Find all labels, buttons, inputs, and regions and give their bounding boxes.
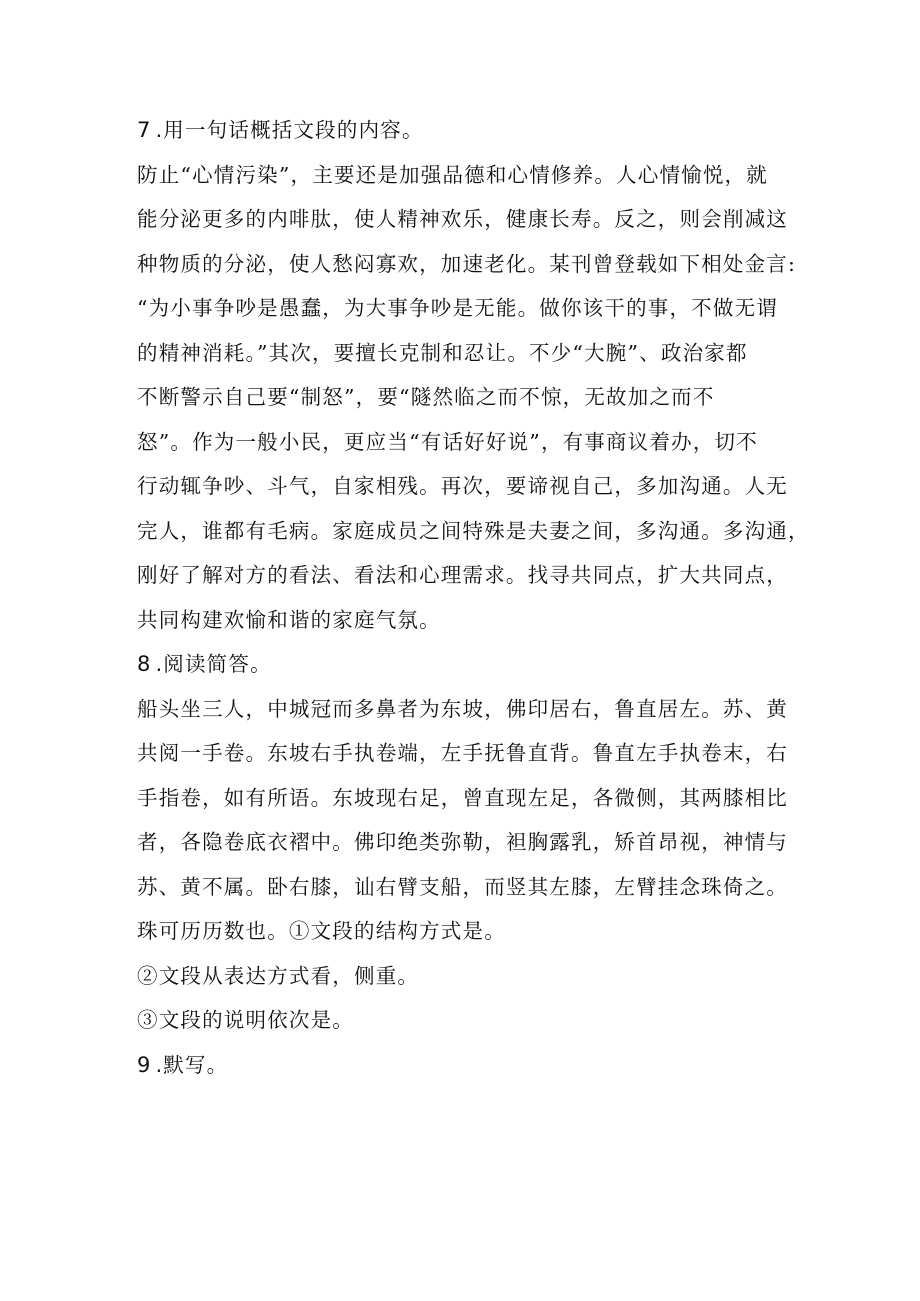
question-7-title: .用一句话概括文段的内容。 (155, 118, 424, 142)
question-7-number: 7 (137, 118, 152, 142)
passage-line: 怒”。作为一般小民，更应当“有话好好说”，有事商议着办，切不 (137, 429, 758, 454)
passage-line: 船头坐三人，中城冠而多鼻者为东坡，佛印居右，鲁直居左。苏、黄 (137, 696, 788, 721)
passage-line: 刚好了解对方的看法、看法和心理需求。找寻共同点，扩大共同点， (137, 563, 788, 587)
passage-line: 共同构建欢愉和谐的家庭气氛。 (137, 607, 441, 632)
sub-question-line: ②文段从表达方式看，侧重。 (137, 963, 420, 988)
passage-line: 种物质的分泌，使人愁闷寡欢，加速老化。某刊曾登载如下相处金言: (137, 251, 797, 276)
question-8-number: 8 (137, 652, 152, 676)
passage-line: 完人，谁都有毛病。家庭成员之间特殊是夫妻之间，多沟通。多沟通， (137, 518, 810, 543)
passage-line: 防止“心情污染”，主要还是加强品德和心情修养。人心情愉悦，就 (137, 162, 768, 187)
question-8-passage (137, 687, 787, 954)
sub-question-line: ③文段的说明依次是。 (137, 1008, 354, 1032)
question-7-heading (137, 108, 787, 153)
question-8-title: .阅读简答。 (155, 652, 272, 676)
passage-line: 能分泌更多的内啡肽，使人精神欢乐，健康长寿。反之，则会削减这 (137, 207, 788, 231)
document-content (137, 108, 810, 1087)
question-8-sub-questions (137, 954, 787, 1043)
question-9-number: 9 (137, 1052, 152, 1077)
question-7-passage (137, 153, 810, 643)
passage-line: 手指卷，如有所语。东坡现右足，曾直现左足，各微侧，其两膝相比 (137, 785, 788, 810)
passage-line: 不断警示自己要“制怒”，要“隧然临之而不惊，无故加之而不 (137, 385, 715, 409)
question-9-heading (137, 1043, 787, 1088)
passage-line: 珠可历历数也。①文段的结构方式是。 (137, 919, 506, 943)
question-9-title: .默写。 (155, 1052, 229, 1077)
passage-line: 行动辄争吵、斗气，自家相残。再次，要谛视自己，多加沟通。人无 (137, 474, 788, 498)
passage-line: 的精神消耗。”其次，要擅长克制和忍让。不少“大腕”、政治家都 (137, 340, 748, 365)
passage-line: “为小事争吵是愚蠢，为大事争吵是无能。做你该干的事，不做无谓 (137, 296, 778, 320)
question-8-heading (137, 642, 787, 687)
passage-line: 苏、黄不属。卧右膝，讪右臂支船，而竖其左膝，左臂挂念珠倚之。 (137, 874, 788, 899)
passage-line: 共阅一手卷。东坡右手执卷端，左手抚鲁直背。鲁直左手执卷末，右 (137, 741, 788, 765)
passage-line: 者，各隐卷底衣褶中。佛印绝类弥勒，袒胸露乳，矫首昂视，神情与 (137, 830, 788, 854)
